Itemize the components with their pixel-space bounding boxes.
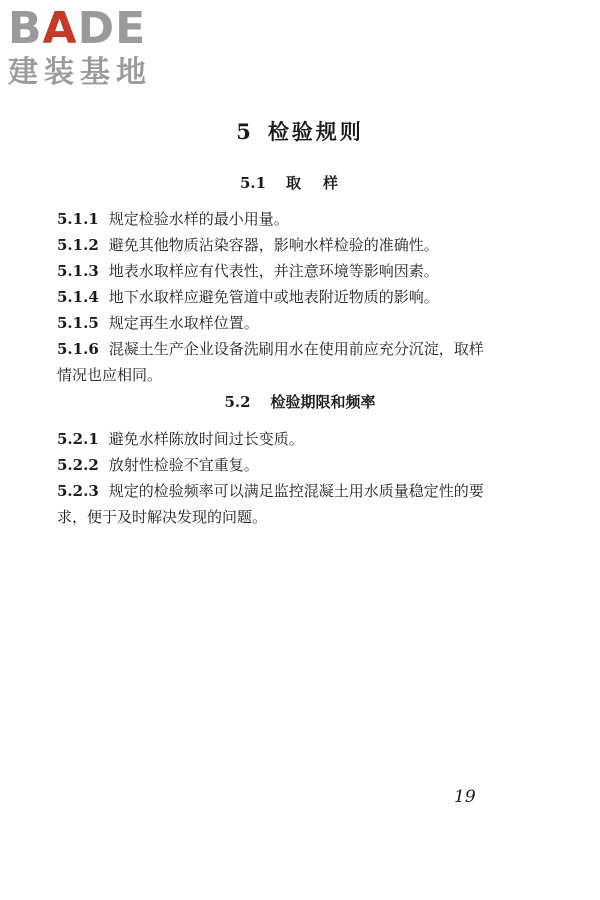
clause-number: 5.2.1 (57, 430, 99, 448)
clause-text: 地表水取样应有代表性，并注意环境等影响因素。 (108, 262, 439, 280)
page-number: 19 (454, 787, 476, 807)
chapter-title: 检验规则 (267, 119, 364, 144)
clause-5-1-3 (57, 258, 487, 284)
clause-text: 规定检验水样的最小用量。 (108, 210, 289, 228)
clause-number: 5.1.4 (57, 288, 99, 306)
section-heading-5-1 (0, 172, 600, 193)
clause-number: 5.1.5 (57, 314, 99, 332)
clause-number: 5.2.3 (57, 482, 99, 500)
clause-text: 避免其他物质沾染容器，影响水样检验的准确性。 (108, 236, 439, 254)
watermark-subtitle: 建装基地 (8, 55, 152, 90)
clause-5-2-1 (57, 426, 487, 452)
clause-text: 混凝土生产企业设备洗刷用水在使用前应充分沉淀，取样情况也应相同。 (57, 340, 484, 384)
clause-text: 放射性检验不宜重复。 (108, 456, 259, 474)
clause-5-1-4 (57, 284, 487, 310)
watermark-logo (8, 3, 178, 90)
clause-text: 规定的检验频率可以满足监控混凝土用水质量稳定性的要求，便于及时解决发现的问题。 (57, 482, 484, 526)
section-number: 5.1 (239, 174, 267, 192)
watermark-brand: BADE (8, 3, 147, 54)
clause-5-1-1 (57, 206, 487, 232)
clause-5-1-2 (57, 232, 487, 258)
clause-text: 避免水样陈放时间过长变质。 (108, 430, 304, 448)
clause-5-2-3 (57, 478, 487, 530)
watermark-accent-letter: A (42, 3, 78, 54)
chapter-number: 5 (236, 119, 254, 144)
clause-text: 地下水取样应避免管道中或地表附近物质的影响。 (108, 288, 439, 306)
clause-number: 5.1.3 (57, 262, 99, 280)
section-title: 检验期限和频率 (270, 393, 376, 411)
clause-5-1-6 (57, 336, 487, 388)
clause-number: 5.2.2 (57, 456, 99, 474)
clause-5-2-2 (57, 452, 487, 478)
section-number: 5.2 (224, 393, 251, 411)
clause-text: 规定再生水取样位置。 (108, 314, 259, 332)
section-title: 取样 (286, 174, 361, 192)
clause-number: 5.1.6 (57, 340, 99, 358)
clause-number: 5.1.2 (57, 236, 99, 254)
clause-number: 5.1.1 (57, 210, 99, 228)
section-heading-5-2 (0, 391, 600, 412)
clause-5-1-5 (57, 310, 487, 336)
chapter-heading (0, 116, 600, 146)
